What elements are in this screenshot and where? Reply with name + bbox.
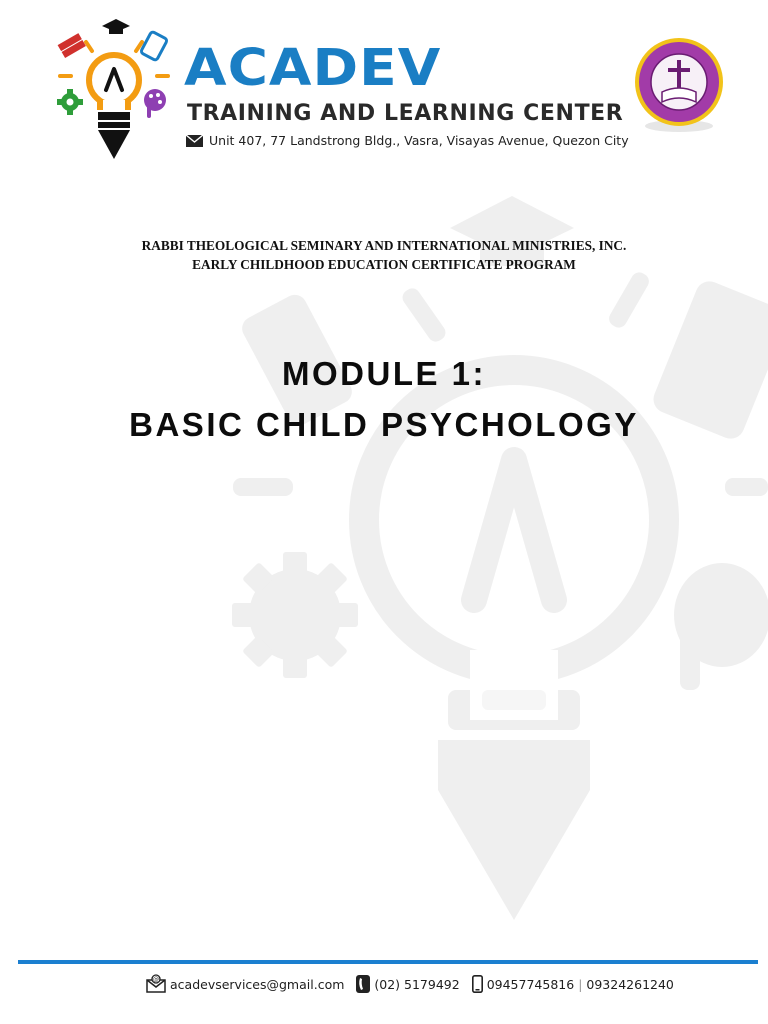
svg-text:@: @ [153, 976, 159, 983]
footer-divider [18, 960, 758, 964]
footer-separator: | [578, 976, 583, 992]
address-line [186, 133, 629, 148]
module-subject: BASIC CHILD PSYCHOLOGY [129, 406, 639, 443]
email-envelope-icon [146, 974, 166, 994]
lightbulb-pencil-logo-icon [50, 14, 178, 166]
brand-subtitle: TRAINING AND LEARNING CENTER [187, 101, 624, 126]
mobile-icon [472, 975, 483, 993]
phone-icon [356, 975, 370, 993]
module-number: MODULE 1: [282, 355, 486, 392]
footer-email: acadevservices@gmail.com [170, 976, 345, 992]
program-name: EARLY CHILDHOOD EDUCATION CERTIFICATE PROGRAM [192, 257, 576, 272]
module-title [0, 348, 768, 450]
footer-mobile-1: 09457745816 [486, 976, 575, 992]
address-text: Unit 407, 77 Landstrong Bldg., Vasra, Visayas Avenue, Quezon City [209, 133, 629, 148]
institution-heading [0, 236, 768, 274]
institution-name: RABBI THEOLOGICAL SEMINARY AND INTERNATIONAL MINISTRIES, INC. [141, 238, 627, 253]
footer-contacts [146, 973, 674, 995]
envelope-icon [186, 135, 203, 147]
footer-landline: (02) 5179492 [374, 976, 460, 992]
footer-mobile-2: 09324261240 [586, 976, 674, 992]
brand-name: ACADEV [184, 38, 442, 98]
seminary-seal-icon [628, 36, 730, 134]
